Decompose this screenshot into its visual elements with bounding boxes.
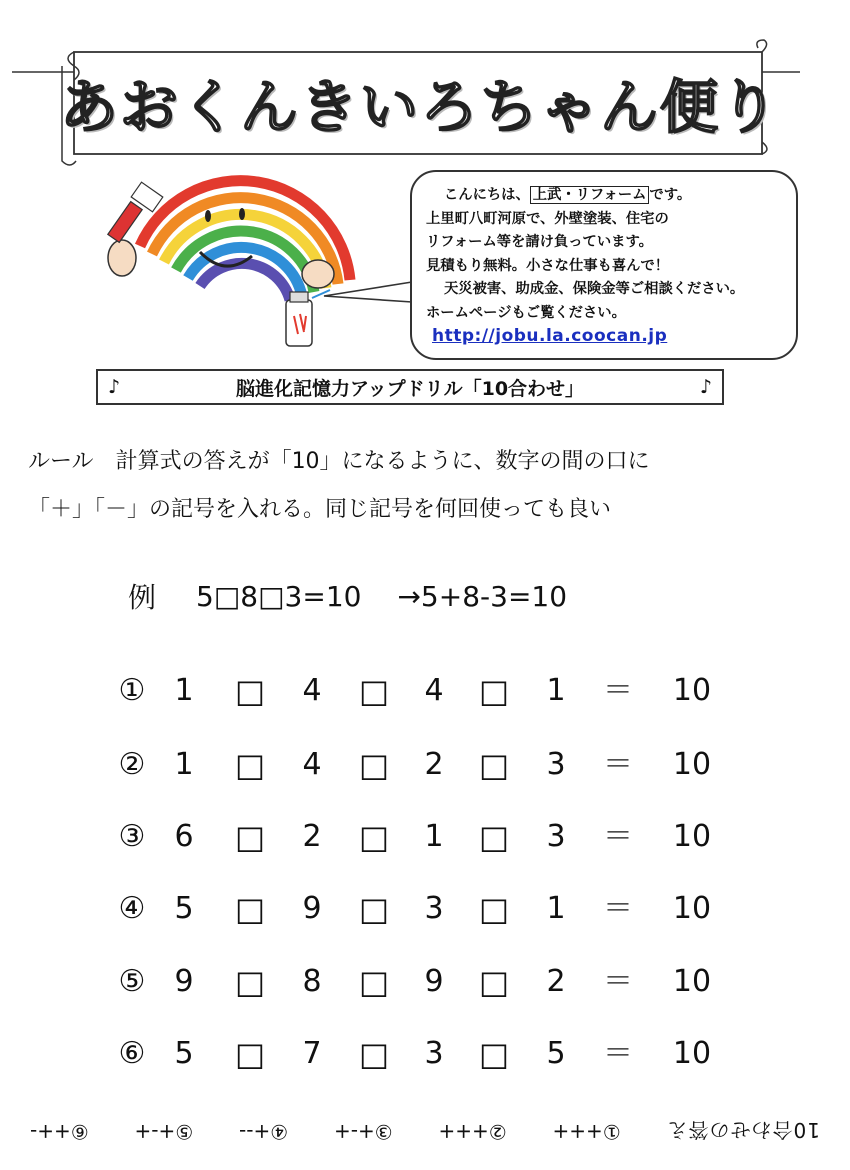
operator-box[interactable]: □ — [358, 890, 390, 928]
bubble-line-1: こんにちは、 上武・リフォーム です。 — [444, 187, 692, 203]
bubble-line-2: 上里町八町河原で、外壁塗装、住宅の — [426, 210, 669, 227]
company-name: 上武・リフォーム — [530, 186, 650, 204]
equals-sign: ＝ — [603, 673, 633, 708]
operator-box[interactable]: □ — [358, 746, 390, 784]
operator-box[interactable]: □ — [358, 963, 390, 1001]
homepage-link[interactable]: http://jobu.la.coocan.jp — [432, 326, 668, 346]
problem-number: ③ — [118, 819, 146, 854]
operator-box[interactable]: □ — [478, 890, 510, 928]
problem-digit: 3 — [546, 747, 566, 782]
answer-item: ⑤+-+ — [134, 1120, 194, 1144]
problem-digit: 3 — [424, 1036, 444, 1071]
problem-digit: 5 — [174, 1036, 194, 1071]
bubble-tail — [320, 280, 420, 320]
problem-digit: 3 — [546, 819, 566, 854]
answer-item: ⑥++- — [30, 1120, 89, 1144]
problem-digit: 5 — [174, 891, 194, 926]
problem-digit: 3 — [424, 891, 444, 926]
problem-result: 10 — [672, 964, 712, 999]
operator-box[interactable]: □ — [234, 963, 266, 1001]
problem-digit: 4 — [302, 673, 322, 708]
problem-result: 10 — [672, 819, 712, 854]
problem-result: 10 — [672, 891, 712, 926]
music-note-icon: ♪ — [699, 376, 712, 398]
problem-result: 10 — [672, 1036, 712, 1071]
problem-digit: 9 — [174, 964, 194, 999]
operator-box[interactable]: □ — [234, 672, 266, 710]
operator-box[interactable]: □ — [358, 672, 390, 710]
answer-item: ③+-+ — [333, 1120, 393, 1144]
operator-box[interactable]: □ — [234, 746, 266, 784]
problem-digit: 9 — [302, 891, 322, 926]
problem-digit: 2 — [302, 819, 322, 854]
problem-digit: 9 — [424, 964, 444, 999]
drill-title: 脳進化記憶力アップドリル「10合わせ」 — [235, 377, 585, 400]
problem-row — [112, 667, 732, 715]
operator-box[interactable]: □ — [478, 746, 510, 784]
equals-sign: ＝ — [603, 891, 633, 926]
problem-digit: 6 — [174, 819, 194, 854]
problem-digit: 8 — [302, 964, 322, 999]
operator-box[interactable]: □ — [234, 1035, 266, 1073]
bubble-line-4: 見積もり無料。小さな仕事も喜んで！ — [426, 257, 670, 274]
rainbow-character-illustration — [100, 150, 360, 360]
rule-line-2: 「＋」「－」の記号を入れる。同じ記号を何回使っても良い — [28, 497, 612, 522]
problem-digit: 2 — [424, 747, 444, 782]
bubble-line-3: リフォーム等を請け負っています。 — [426, 234, 653, 250]
operator-box[interactable]: □ — [478, 672, 510, 710]
problem-row — [112, 741, 732, 789]
problem-row — [112, 885, 732, 933]
operator-box[interactable]: □ — [478, 963, 510, 1001]
problem-digit: 7 — [302, 1036, 322, 1071]
example-label: 例 — [128, 581, 157, 614]
problem-number: ① — [118, 673, 146, 708]
equals-sign: ＝ — [603, 747, 633, 782]
problem-row — [112, 1030, 732, 1078]
answer-item: ④+-- — [239, 1120, 289, 1144]
problem-number: ② — [118, 747, 146, 782]
problem-number: ⑤ — [118, 964, 146, 999]
problem-digit: 1 — [424, 819, 444, 854]
problem-number: ④ — [118, 891, 146, 926]
problem-digit: 1 — [174, 747, 194, 782]
example-result: →5+8-3=10 — [397, 579, 568, 613]
banner-title: あおくんきいろちゃん便り — [60, 73, 781, 141]
example-expression: 5□8□3=10 — [196, 579, 362, 613]
problem-result: 10 — [672, 747, 712, 782]
equals-sign: ＝ — [603, 964, 633, 999]
equals-sign: ＝ — [603, 819, 633, 854]
answer-item: ②+++ — [438, 1120, 507, 1144]
problem-digit: 4 — [424, 673, 444, 708]
operator-box[interactable]: □ — [358, 818, 390, 856]
problem-digit: 5 — [546, 1036, 566, 1071]
answers-title: 10合わせの答え — [666, 1118, 820, 1143]
problem-digit: 2 — [546, 964, 566, 999]
operator-box[interactable]: □ — [478, 818, 510, 856]
rule-line-1: ルール 計算式の答えが「10」になるように、数字の間の口に — [28, 449, 650, 474]
company-message-bubble — [410, 170, 798, 360]
problem-digit: 1 — [174, 673, 194, 708]
drill-title-box — [96, 369, 724, 405]
answers-upside-down — [30, 1112, 820, 1152]
problem-row — [112, 958, 732, 1006]
problem-digit: 4 — [302, 747, 322, 782]
bubble-line-6: ホームページもご覧ください。 — [426, 304, 626, 321]
problem-result: 10 — [672, 673, 712, 708]
answer-item: ①+++ — [552, 1120, 621, 1144]
operator-box[interactable]: □ — [234, 818, 266, 856]
equals-sign: ＝ — [603, 1036, 633, 1071]
rule-label: ルール — [28, 449, 94, 474]
example-row — [128, 576, 567, 616]
operator-box[interactable]: □ — [358, 1035, 390, 1073]
problem-digit: 1 — [546, 891, 566, 926]
bubble-line-5: 天災被害、助成金、保険金等ご相談ください。 — [444, 281, 745, 297]
problem-row — [112, 813, 732, 861]
problem-number: ⑥ — [118, 1036, 146, 1071]
operator-box[interactable]: □ — [234, 890, 266, 928]
music-note-icon: ♪ — [108, 376, 121, 398]
problem-digit: 1 — [546, 673, 566, 708]
operator-box[interactable]: □ — [478, 1035, 510, 1073]
